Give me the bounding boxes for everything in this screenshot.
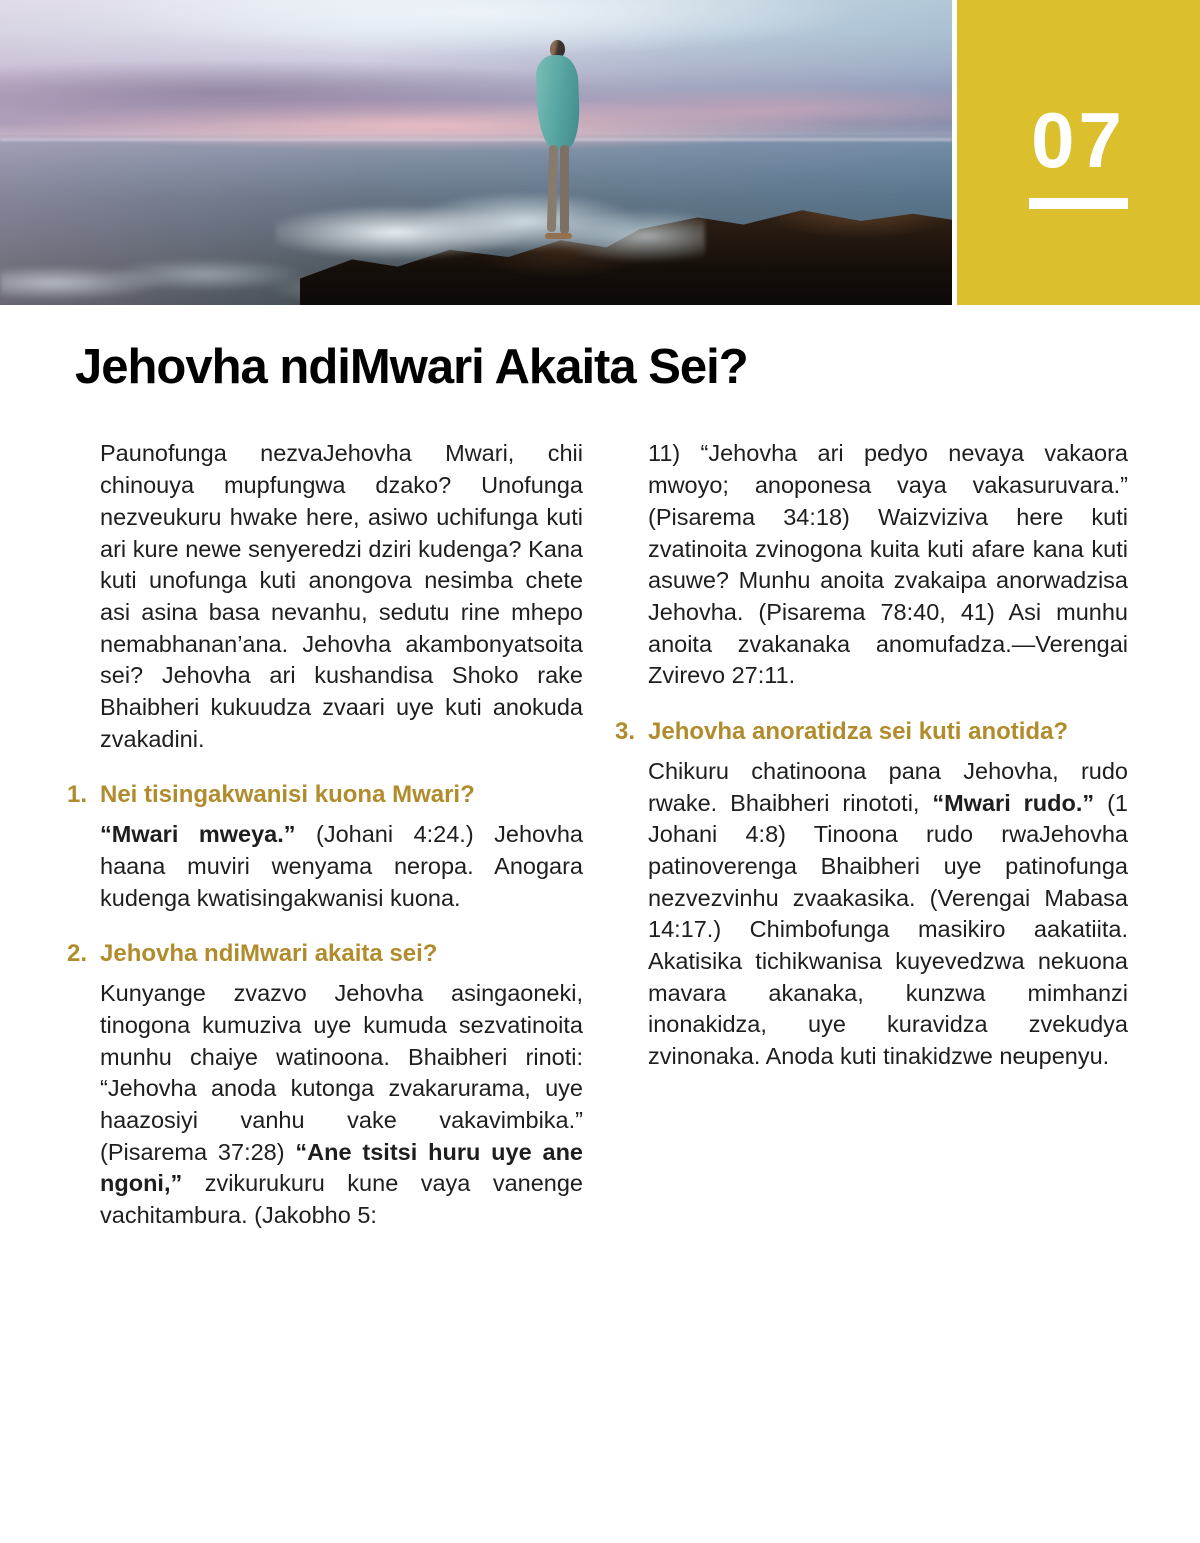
answer-paragraph (648, 756, 1128, 1073)
man-leg (547, 145, 558, 232)
question-text: Jehovha anoratidza sei kuti anotida? (648, 718, 1069, 746)
paragraph-text: Paunofunga nezvaJehovha Mwari, chii chinouya mupfungwa dzako? Unofunga nezveukuru hwake here, asiwo uchifunga kuti ari kure newe senyeredzi dziri kudenga? Kana kuti unofunga kuti anongova nesimba chete asi asina basa nevanhu, sedutu rine mhepo nemabhanan’ana. Jehovha akambonyatsoita sei? Jehovha ari kushandisa Shoko rake Bhaibheri kukuudza zvaari uye kuti anokuda zvakadini. (100, 440, 583, 752)
right-column (615, 438, 1128, 1231)
question-heading (67, 940, 583, 969)
page-title: Jehovha ndiMwari Akaita Sei? (75, 340, 748, 394)
answer-paragraph (100, 819, 583, 914)
paragraph-text: Kunyange zvazvo Jehovha asingaoneki, tinogona kumuziva uye kumuda sezvatinoita munhu chaiye watinoona. Bhaibheri rinoti: “Jehovha anoda kutonga zvakarurama, uye haazosiyi vanhu vake vakavimbika.” (Pisarema 37:28) (100, 980, 583, 1165)
man-shirt (535, 54, 580, 149)
answer-paragraph (648, 438, 1128, 692)
intro-paragraph (100, 438, 583, 755)
man-silhouette (533, 40, 591, 252)
question-heading (615, 718, 1128, 747)
chapter-number-badge (957, 0, 1200, 305)
wave-foam (275, 193, 705, 265)
scripture-quote-bold: “Ane tsitsi huru uye ane ngoni,” (100, 1138, 584, 1197)
answer-paragraph (100, 978, 583, 1232)
man-leg (560, 145, 569, 234)
paragraph-text: (1 Johani 4:8) Tinoona rudo rwaJehovha patinoverenga Bhaibheri uye patinofunga nezvezvinhu zvaakasika. (Verengai Mabasa 14:17.) Chimbofunga masikiro aakatiita. Akatisika tichikwanisa kuyevedzwa nekuona mavara akanaka, kunzwa mimhanzi inonakidza, uye kuravidza zvekudya zvinonaka. Anoda kuti tinakidzwe neupenyu. (648, 789, 1128, 1070)
question-text: Jehovha ndiMwari akaita sei? (100, 940, 438, 968)
question-number: 1. (67, 781, 88, 809)
left-column (67, 438, 584, 1231)
question-heading (67, 781, 583, 810)
paragraph-text: zvikurukuru kune vaya vanenge vachitambura. (Jakobho 5: (100, 1170, 583, 1229)
man-feet (545, 233, 572, 239)
hero-photo (0, 0, 952, 305)
paragraph-text: Chikuru chatinoona pana Jehovha, rudo rwake. Bhaibheri rinototi, (648, 757, 1128, 816)
question-number: 3. (615, 718, 636, 746)
scripture-quote-bold: “Mwari mweya.” (100, 821, 296, 848)
question-number: 2. (67, 940, 88, 968)
article-columns (67, 438, 1128, 1231)
paragraph-text: 11) “Jehovha ari pedyo nevaya vakaora mwoyo; anoponesa vaya vakasuruvara.” (Pisarema 34:18) Waizviziva here kuti zvatinoita zvinogona kuita kuti afare kana kuti asuwe? Munhu anoita zvakaipa anorwadzisa Jehovha. (Pisarema 78:40, 41) Asi munhu anoita zvakanaka anomufadza.—Verengai Zvirevo 27:11. (648, 440, 1128, 689)
chapter-number: 07 (1029, 100, 1128, 209)
scripture-quote-bold: “Mwari rudo.” (932, 789, 1095, 816)
question-text: Nei tisingakwanisi kuona Mwari? (100, 781, 475, 809)
hero-band (0, 0, 1200, 305)
paragraph-text: (Johani 4:24.) Jehovha haana muviri wenyama neropa. Anogara kudenga kwatisingakwanisi kuona. (100, 821, 584, 911)
sea-horizon (0, 138, 952, 141)
